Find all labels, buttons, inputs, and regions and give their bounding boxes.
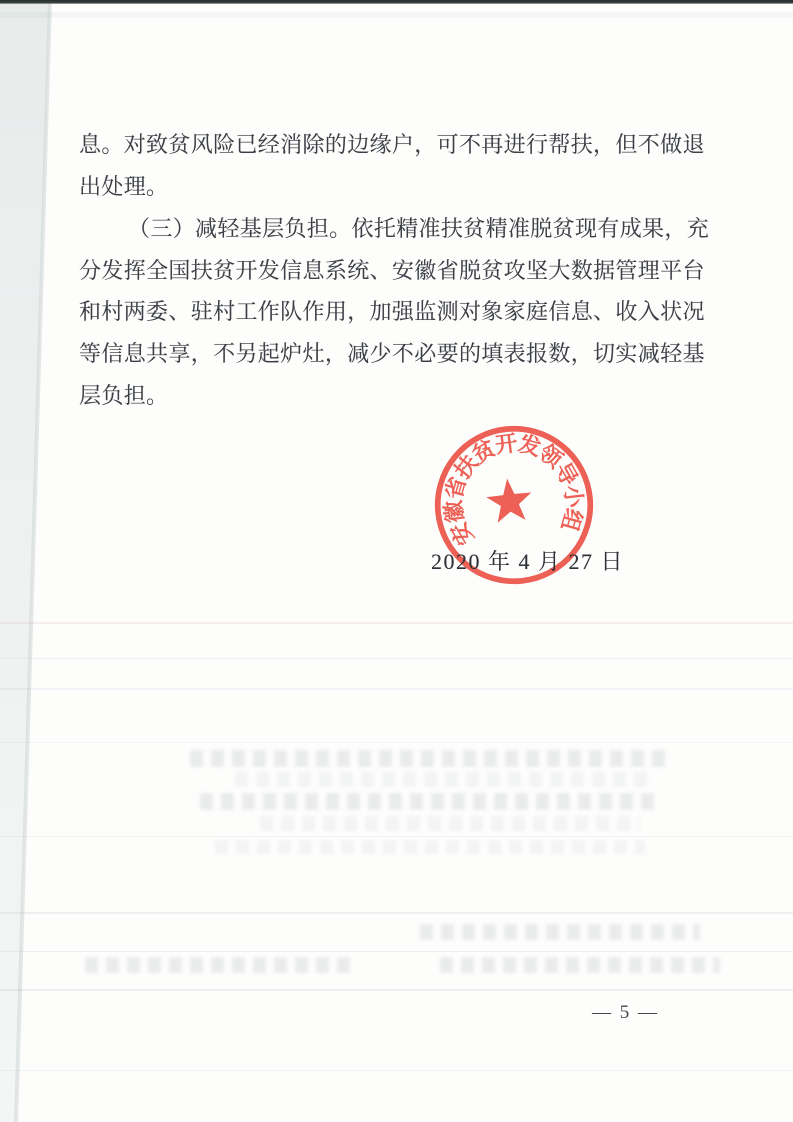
scan-streak <box>0 836 793 837</box>
seal-organization-text: 安徽省扶贫开发领导小组 <box>440 430 588 550</box>
scan-streak <box>0 688 793 690</box>
scan-top-edge <box>0 0 793 4</box>
bleedthrough-smudge <box>235 772 655 787</box>
scan-streak <box>0 1070 793 1071</box>
scan-streak <box>0 742 793 743</box>
bleedthrough-smudge <box>200 793 660 810</box>
bleedthrough-smudge <box>85 957 355 973</box>
body-line: （三）减轻基层负担。依托精准扶贫精准脱贫现有成果，充 <box>128 216 710 241</box>
page-number: — 5 — <box>592 1002 659 1023</box>
bleedthrough-smudge <box>215 840 645 854</box>
scan-streak <box>0 622 793 624</box>
scan-streak <box>0 951 793 952</box>
bleedthrough-smudge <box>420 924 700 940</box>
body-line: 层负担。 <box>79 383 169 408</box>
body-line: 出处理。 <box>79 174 169 199</box>
body-line: 息。对致贫风险已经消除的边缘户，可不再进行帮扶，但不做退 <box>79 132 705 157</box>
scan-streak <box>0 912 793 914</box>
bleedthrough-smudge <box>440 957 720 973</box>
scan-streak <box>0 658 793 659</box>
bleedthrough-smudge <box>260 816 640 831</box>
body-line: 分发挥全国扶贫开发信息系统、安徽省脱贫攻坚大数据管理平台 <box>79 258 705 283</box>
scan-streak <box>0 12 793 18</box>
body-line: 和村两委、驻村工作队作用，加强监测对象家庭信息、收入状况 <box>79 299 705 324</box>
issue-date: 2020 年 4 月 27 日 <box>431 549 625 574</box>
star-icon <box>485 476 535 524</box>
svg-text:安徽省扶贫开发领导小组 <box>434 424 590 551</box>
body-line: 等信息共享，不另起炉灶，减少不必要的填表报数，切实减轻基 <box>79 341 705 366</box>
bleedthrough-smudge <box>190 750 670 767</box>
scan-streak <box>0 989 793 991</box>
